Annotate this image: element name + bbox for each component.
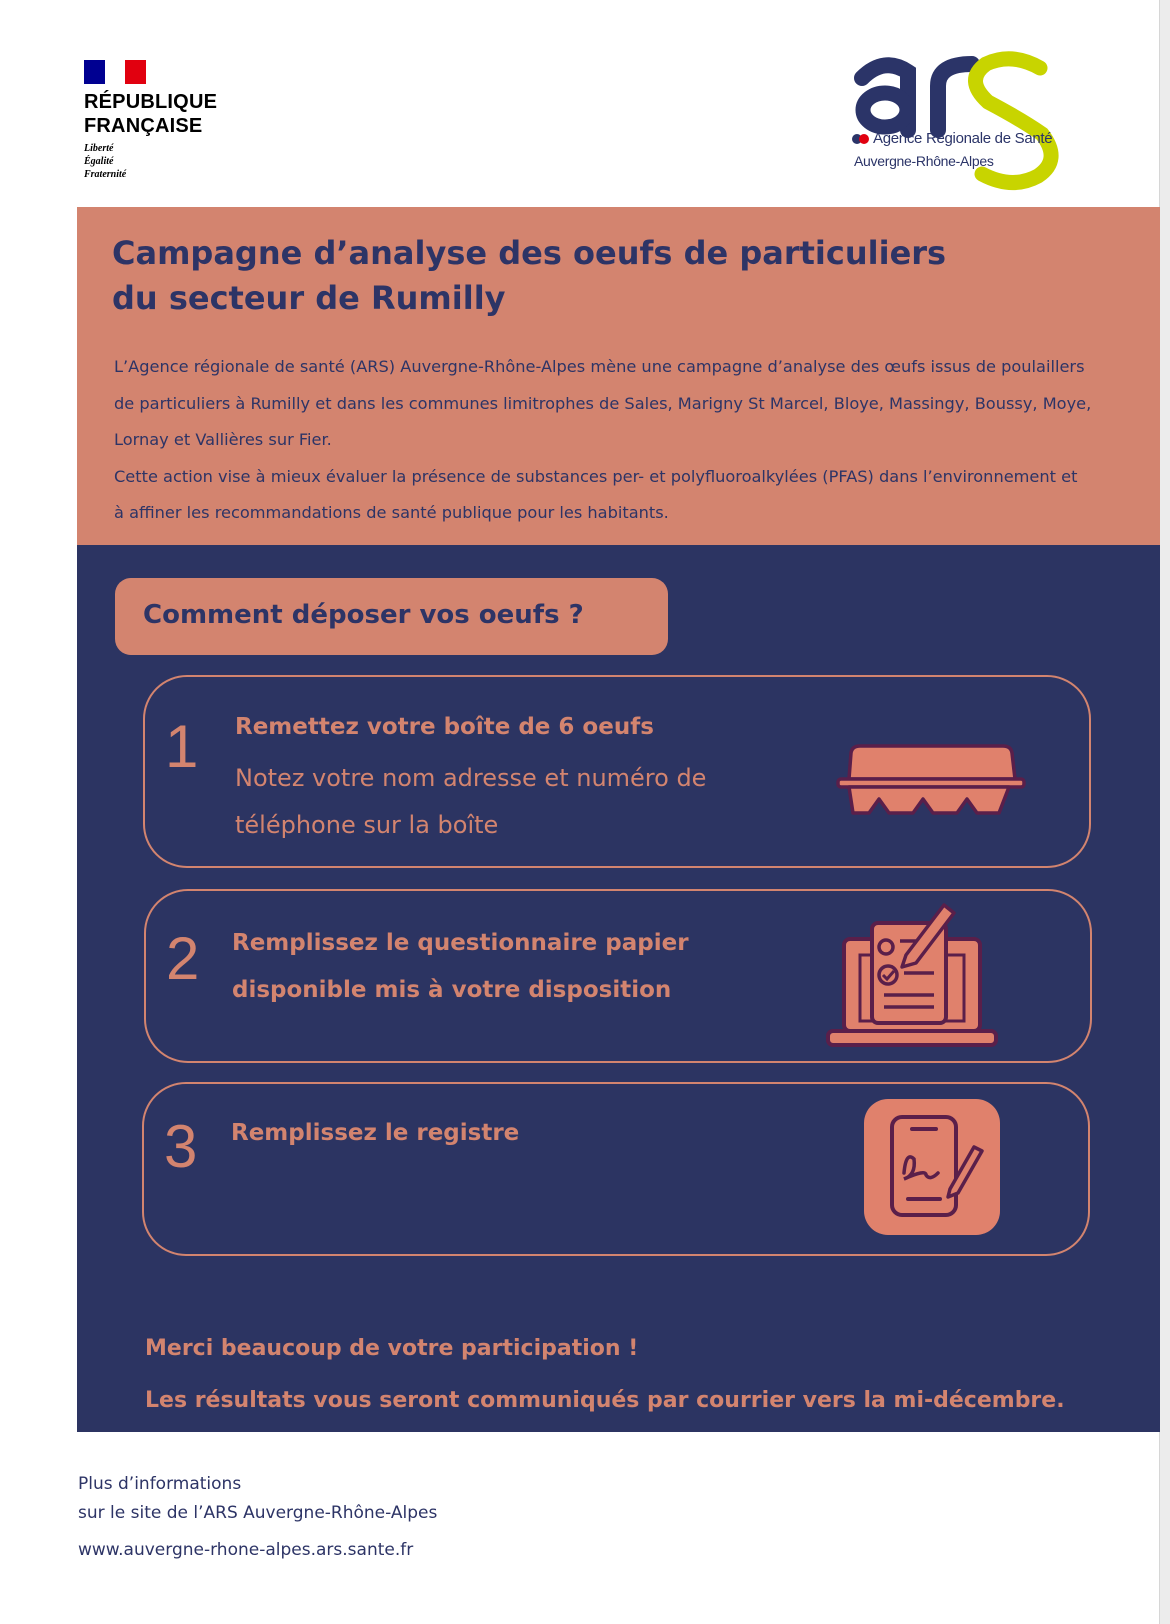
- step-3-card: [142, 1082, 1090, 1256]
- step-1-title: Remettez votre boîte de 6 oeufs: [235, 714, 654, 740]
- thanks-message: Merci beaucoup de votre participation ! Les résultats vous seront communiqués par courrier vers la mi-décembre.: [145, 1336, 1065, 1413]
- footer-url-link[interactable]: www.auvergne-rhone-alpes.ars.sante.fr: [78, 1540, 414, 1560]
- footer: Plus d’informations sur le site de l’ARS Auvergne-Rhône-Alpes www.auvergne-rhone-alpes.ars.sante.fr: [78, 1470, 437, 1565]
- step-2-number: 2: [166, 925, 200, 992]
- step-3-number: 3: [164, 1113, 198, 1180]
- howto-heading-box: [115, 578, 668, 655]
- republique-francaise-logo: [84, 60, 217, 181]
- step-2-title: Remplissez le questionnaire papier disponible mis à votre disposition: [232, 930, 689, 1003]
- step-3-title: Remplissez le registre: [231, 1120, 520, 1146]
- page-title: Campagne d’analyse des oeufs de particuliers du secteur de Rumilly: [112, 234, 947, 317]
- intro-section: [77, 207, 1160, 545]
- howto-section: [77, 545, 1160, 1432]
- howto-heading: Comment déposer vos oeufs ?: [143, 600, 584, 630]
- republique-motto: Liberté Égalité Fraternité: [84, 143, 127, 180]
- ars-region-name: Auvergne-Rhône-Alpes: [854, 153, 994, 169]
- egg-box-icon: [835, 743, 1027, 821]
- ars-agency-name: Agence Régionale de Santé: [852, 130, 1052, 147]
- ars-red-dot-icon: [859, 134, 869, 144]
- ars-logo: [852, 50, 1092, 200]
- ars-wordmark-icon: [852, 50, 1092, 200]
- step-1-card: [143, 675, 1091, 868]
- marianne-flag-icon: [84, 60, 146, 84]
- questionnaire-laptop-icon: [824, 897, 1000, 1049]
- republique-title: RÉPUBLIQUE FRANÇAISE: [84, 91, 218, 137]
- signature-phone-icon: [864, 1099, 1000, 1235]
- step-1-number: 1: [165, 713, 199, 780]
- step-2-card: [144, 889, 1092, 1063]
- intro-paragraph: L’Agence régionale de santé (ARS) Auvergne-Rhône-Alpes mène une campagne d’analyse des œufs issus de poulaillers de particuliers à Rumilly et dans les communes limitrophes de Sales, Marigny St Marcel, Bloye, Massingy, Boussy, Moye, Lornay et Vallières sur Fier. Cette action vise à mieux évaluer la présence de substances per- et polyfluoroalkylées (PFAS) dans l’environnement et à affiner les recommandations de santé publique pour les habitants.: [114, 357, 1092, 522]
- step-1-subtitle: Notez votre nom adresse et numéro de téléphone sur la boîte: [235, 764, 707, 839]
